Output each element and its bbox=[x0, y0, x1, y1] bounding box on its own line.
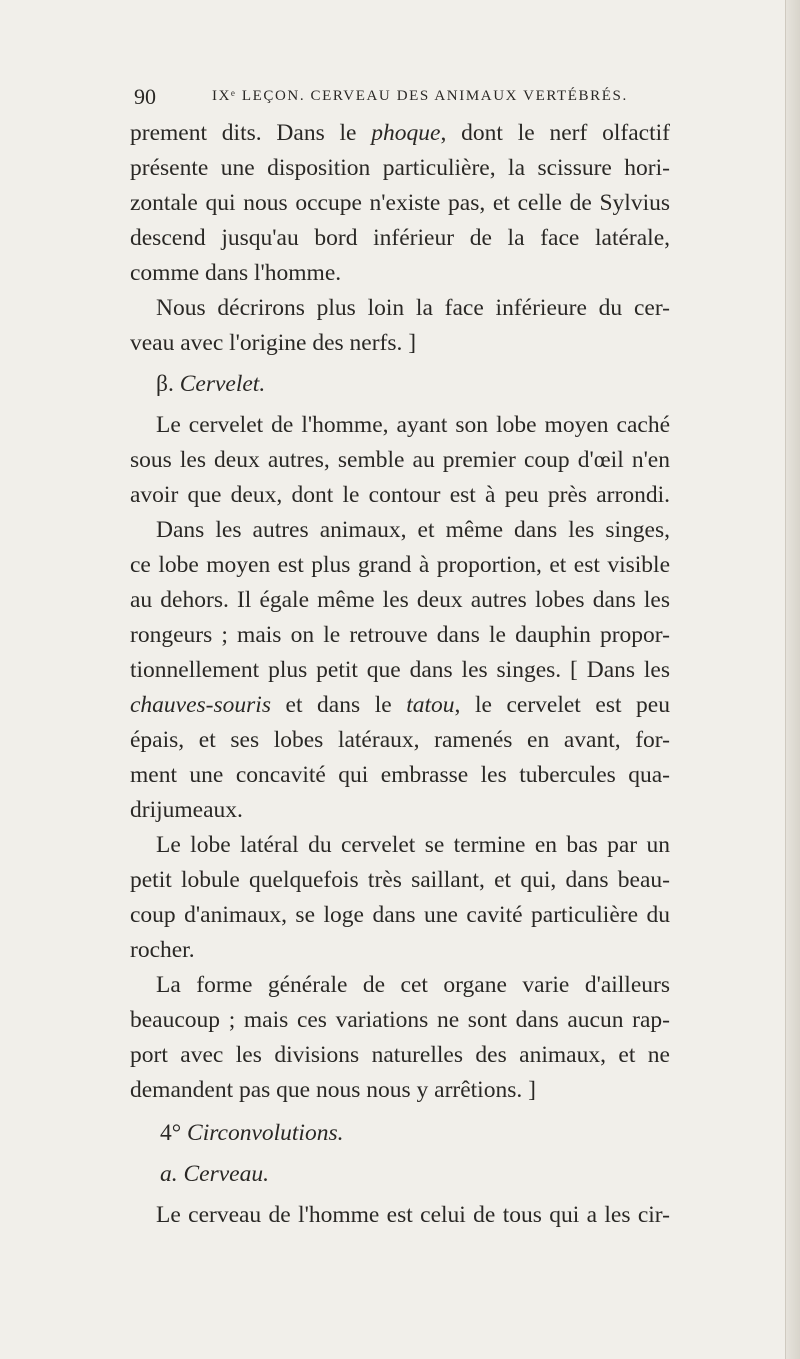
text-line: comme dans l'homme. bbox=[130, 260, 342, 286]
text-line: Dans les autres animaux, et même dans les singes, bbox=[156, 517, 670, 543]
text-line: tionnellement plus petit que dans les singes. [ Dans les bbox=[130, 657, 670, 683]
text-line: Le cerveau de l'homme est celui de tous qui a les cir- bbox=[156, 1202, 670, 1228]
text-line: Nous décrirons plus loin la face inférieure du cer- bbox=[156, 295, 670, 321]
text-line: coup d'animaux, se loge dans une cavité particulière du bbox=[130, 902, 670, 928]
text-line: Le lobe latéral du cervelet se termine en bas par un bbox=[156, 832, 670, 858]
text-line: petit lobule quelquefois très saillant, et qui, dans beau- bbox=[130, 867, 670, 893]
page-number: 90 bbox=[134, 84, 156, 109]
text-line: prement dits. Dans le phoque, dont le nerf olfactif bbox=[130, 120, 670, 146]
text-line: présente une disposition particulière, la scissure hori- bbox=[130, 155, 670, 181]
text-line: Le cervelet de l'homme, ayant son lobe moyen caché bbox=[156, 412, 670, 438]
section-heading-cervelet: β. Cervelet. bbox=[156, 371, 266, 397]
text-line: rongeurs ; mais on le retrouve dans le dauphin propor- bbox=[130, 622, 670, 648]
text-line: ment une concavité qui embrasse les tubercules qua- bbox=[130, 762, 670, 788]
text-line: avoir que deux, dont le contour est à peu près arrondi. bbox=[130, 482, 670, 508]
text-line: La forme générale de cet organe varie d'ailleurs bbox=[156, 972, 670, 998]
page-header bbox=[134, 84, 694, 110]
text-line: zontale qui nous occupe n'existe pas, et celle de Sylvius bbox=[130, 190, 670, 216]
text-line: descend jusqu'au bord inférieur de la face latérale, bbox=[130, 225, 670, 251]
text-line: ce lobe moyen est plus grand à proportion, et est visible bbox=[130, 552, 670, 578]
section-heading-cerveau: a. Cerveau. bbox=[160, 1161, 269, 1187]
text-line: sous les deux autres, semble au premier coup d'œil n'en bbox=[130, 447, 670, 473]
text-line: rocher. bbox=[130, 937, 195, 963]
section-heading-circonvolutions: 4° Circonvolutions. bbox=[160, 1120, 344, 1146]
text-line: demandent pas que nous nous y arrêtions. ] bbox=[130, 1077, 536, 1103]
text-line: épais, et ses lobes latéraux, ramenés en avant, for- bbox=[130, 727, 670, 753]
text-line: port avec les divisions naturelles des animaux, et ne bbox=[130, 1042, 670, 1068]
page-edge bbox=[785, 0, 800, 1359]
text-line: chauves-souris et dans le tatou, le cervelet est peu bbox=[130, 692, 670, 718]
text-line: drijumeaux. bbox=[130, 797, 243, 823]
page-body bbox=[130, 116, 670, 1233]
text-line: beaucoup ; mais ces variations ne sont dans aucun rap- bbox=[130, 1007, 670, 1033]
running-head: IXᵉ LEÇON. CERVEAU DES ANIMAUX VERTÉBRÉS. bbox=[212, 88, 628, 104]
text-line: veau avec l'origine des nerfs. ] bbox=[130, 330, 417, 356]
text-line: au dehors. Il égale même les deux autres lobes dans les bbox=[130, 587, 670, 613]
